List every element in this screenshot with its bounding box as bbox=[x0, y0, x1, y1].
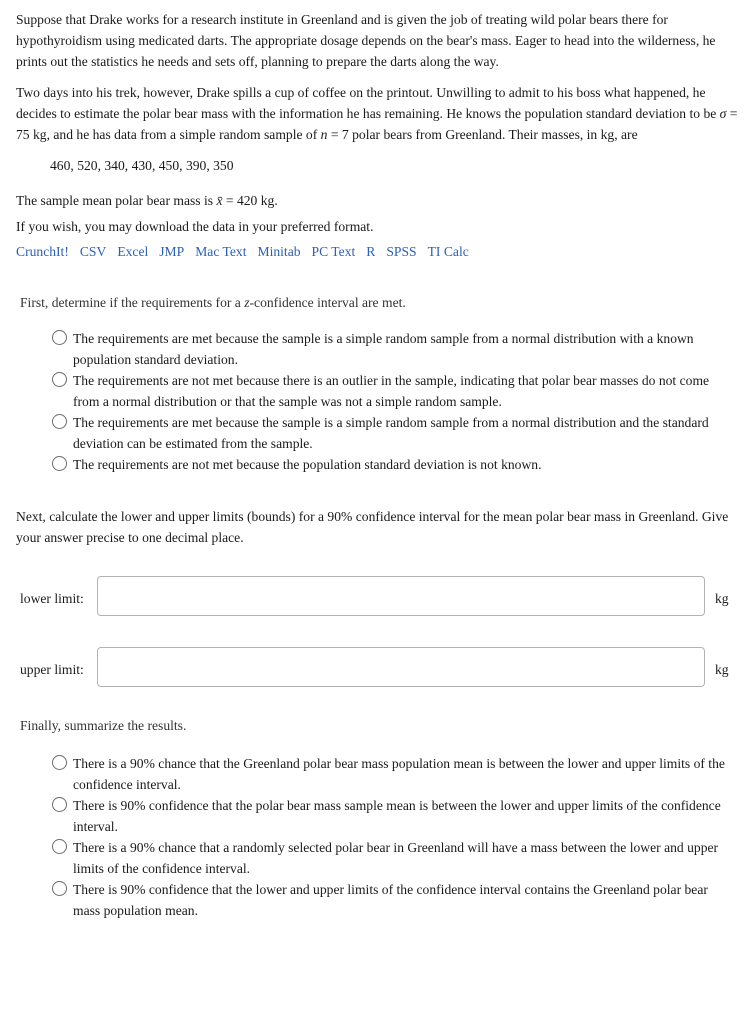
option-label: The requirements are not met because there is an outlier in the sample, indicating that polar bear masses do not come from a normal distribution or that the sample was not a simple random sample. bbox=[73, 373, 710, 409]
download-link-minitab[interactable]: Minitab bbox=[257, 244, 301, 259]
mean-value: = 420 kg. bbox=[222, 193, 278, 208]
mean-prefix: The sample mean polar bear mass is bbox=[16, 193, 217, 208]
question-confidence-limits bbox=[16, 506, 736, 548]
upper-limit-unit: kg bbox=[715, 661, 729, 677]
sigma-symbol: σ bbox=[719, 106, 727, 121]
radio-button[interactable] bbox=[52, 456, 67, 471]
summary-option-1[interactable] bbox=[52, 753, 735, 795]
question-requirements bbox=[20, 292, 730, 475]
requirements-prompt bbox=[20, 292, 730, 313]
para2-text: Two days into his trek, however, Drake spills a cup of coffee on the printout. Unwilling to admit to his boss what happened, he decides to estimate the polar bear mass with the information he has remaining. He knows the population standard deviation to be bbox=[16, 85, 720, 121]
download-link-crunchit[interactable]: CrunchIt! bbox=[16, 244, 69, 259]
download-link-r[interactable]: R bbox=[366, 244, 376, 259]
lower-limit-input[interactable] bbox=[97, 576, 705, 616]
lower-limit-unit: kg bbox=[715, 590, 729, 606]
option-label: The requirements are not met because the population standard deviation is not known. bbox=[73, 457, 542, 472]
radio-button[interactable] bbox=[52, 372, 67, 387]
problem-paragraph-1: Suppose that Drake works for a research institute in Greenland and is given the job of treating wild polar bears there for hypothyroidism using medicated darts. The appropriate dosage depends on the bear's mass. Eager to head into the wilderness, he prints out the statistics he needs and sets off, planning to prepare the darts along the way. bbox=[16, 12, 716, 69]
radio-button[interactable] bbox=[52, 414, 67, 429]
requirements-option-1[interactable] bbox=[52, 328, 730, 370]
summary-prompt: Finally, summarize the results. bbox=[20, 718, 187, 733]
question-summary bbox=[20, 715, 735, 921]
requirements-prompt-a: First, determine if the requirements for a bbox=[20, 295, 245, 310]
option-label: The requirements are met because the sample is a simple random sample from a normal distribution with a known population standard deviation. bbox=[73, 331, 694, 367]
upper-limit-input[interactable] bbox=[97, 647, 705, 687]
download-link-jmp[interactable]: JMP bbox=[159, 244, 185, 259]
lower-limit-row bbox=[20, 576, 732, 620]
download-link-csv[interactable]: CSV bbox=[79, 244, 107, 259]
summary-option-3[interactable] bbox=[52, 837, 735, 879]
radio-button[interactable] bbox=[52, 797, 67, 812]
summary-option-2[interactable] bbox=[52, 795, 735, 837]
n-value: = 7 polar bears from Greenland. Their masses, in kg, are bbox=[327, 127, 638, 142]
limits-prompt: Next, calculate the lower and upper limits (bounds) for a 90% confidence interval for the mean polar bear mass in Greenland. Give your answer precise to one decimal place. bbox=[16, 509, 729, 545]
requirements-prompt-b: -confidence interval are met. bbox=[249, 295, 406, 310]
download-link-ti-calc[interactable]: TI Calc bbox=[427, 244, 469, 259]
radio-button[interactable] bbox=[52, 881, 67, 896]
summary-option-4[interactable] bbox=[52, 879, 735, 921]
requirements-option-3[interactable] bbox=[52, 412, 730, 454]
requirements-option-4[interactable] bbox=[52, 454, 730, 475]
sample-mean bbox=[16, 190, 738, 211]
upper-limit-label: upper limit: bbox=[20, 661, 84, 677]
download-link-mac-text[interactable]: Mac Text bbox=[195, 244, 247, 259]
requirements-options bbox=[52, 328, 730, 475]
download-link-pc-text[interactable]: PC Text bbox=[311, 244, 356, 259]
radio-button[interactable] bbox=[52, 839, 67, 854]
sigma-value: = 75 kg, and he has data from a simple random sample of bbox=[16, 106, 738, 142]
problem-statement bbox=[16, 9, 738, 262]
download-links bbox=[16, 241, 738, 262]
download-link-excel[interactable]: Excel bbox=[117, 244, 149, 259]
n-symbol: n bbox=[320, 127, 328, 142]
lower-limit-label: lower limit: bbox=[20, 590, 84, 606]
option-label: There is a 90% chance that a randomly selected polar bear in Greenland will have a mass between the lower and upper limits of the confidence interval. bbox=[73, 840, 719, 876]
option-label: There is a 90% chance that the Greenland polar bear mass population mean is between the lower and upper limits of the confidence interval. bbox=[73, 756, 725, 792]
radio-button[interactable] bbox=[52, 755, 67, 770]
z-symbol: z bbox=[244, 295, 250, 310]
requirements-option-2[interactable] bbox=[52, 370, 730, 412]
xbar-symbol: x̄ bbox=[216, 193, 223, 208]
option-label: There is 90% confidence that the lower and upper limits of the confidence interval contains the Greenland polar bear mass population mean. bbox=[73, 882, 708, 918]
download-prompt: If you wish, you may download the data in your preferred format. bbox=[16, 219, 374, 234]
upper-limit-row bbox=[20, 647, 732, 691]
problem-paragraph-2 bbox=[16, 82, 738, 145]
sample-data: 460, 520, 340, 430, 450, 390, 350 bbox=[50, 158, 234, 173]
download-link-spss[interactable]: SPSS bbox=[386, 244, 417, 259]
option-label: The requirements are met because the sample is a simple random sample from a normal distribution and the standard deviation can be estimated from the sample. bbox=[73, 415, 709, 451]
radio-button[interactable] bbox=[52, 330, 67, 345]
summary-options bbox=[52, 753, 735, 921]
option-label: There is 90% confidence that the polar bear mass sample mean is between the lower and upper limits of the confidence interval. bbox=[73, 798, 721, 834]
